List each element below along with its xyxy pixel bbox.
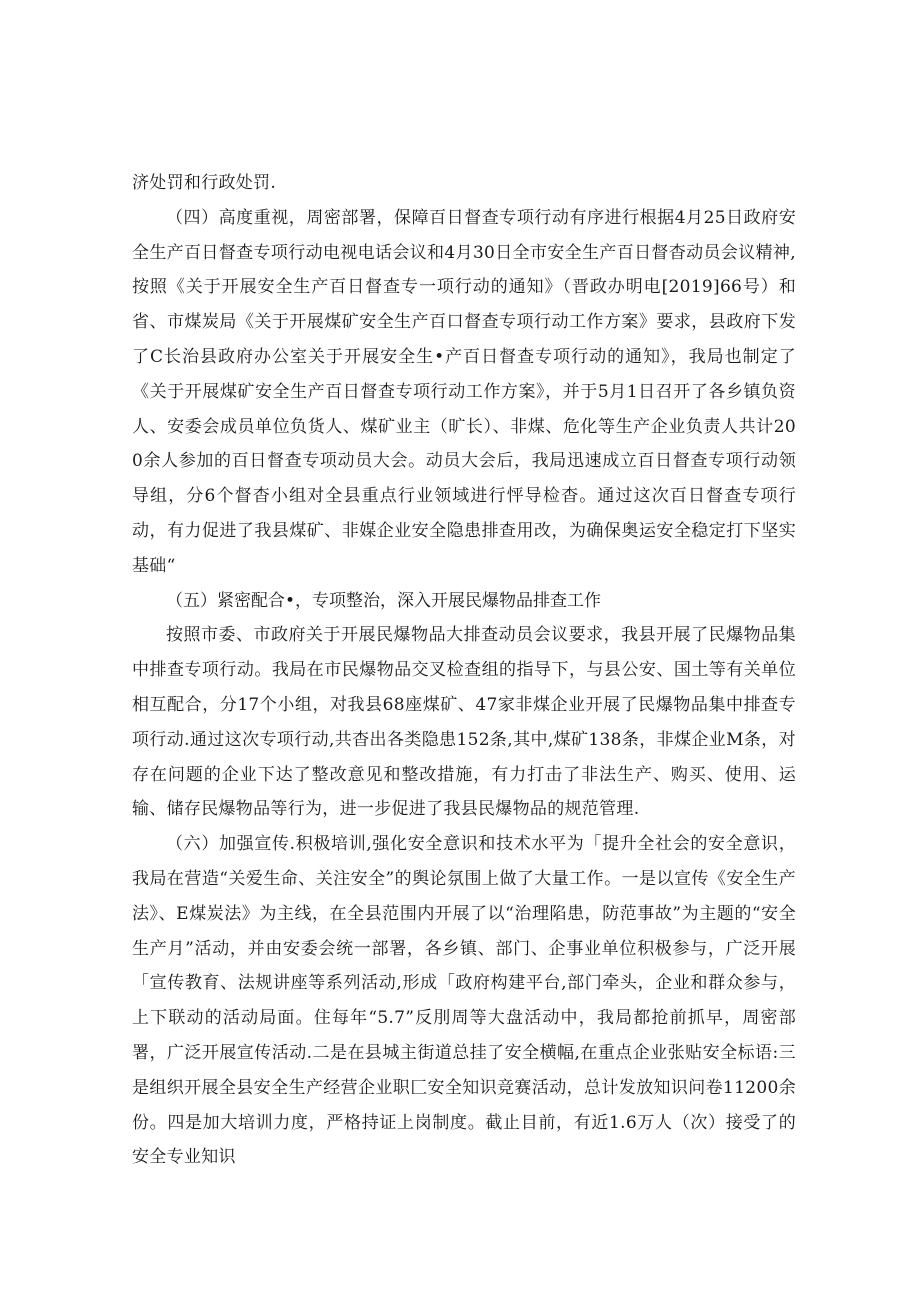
section-five-heading: （五）紧密配合•，专项整治，深入开展民爆物品排查工作 [166, 590, 602, 611]
document-body [132, 166, 796, 1175]
paragraph-section-four: （四）高度重视，周密部署，保障百日督查专项行动有序进行根据4月25日政府安全生产百日督查专项行动电视电话会议和4月30日全市安全生产百日督杳动员会议精神,按照《关于开展安全生产百日督查专一项行动的通知》（晋政办明电[2019]66号）和省、市煤炭局《关于开展煤矿安全生产百口督查专项行动工作方案》要求，县政府下发了C长治县政府办公室关于开展安全生•产百日督查专项行动的通知》，我局也制定了《关于开展煤矿安全生产百日督查专项行动工作方案》，并于5月1日召开了各乡镇负资人、安委会成员单位负货人、煤矿业主（旷长）、非煤、危化等生产企业负责人共计200余人参加的百日督查专项动员大会。动员大会后，我局迅速成立百日督查专项行动领导组，分6个督杳小组对全县重点行业领域进行怦导检杳。通过这次百日督查专项行动，有力促进了我县煤矿、非媒企业安全隐患排查用改，为确保奥运安全稳定打下坚实基础“ [132, 207, 796, 576]
paragraph-continuation: 济处罚和行政处罚. [132, 173, 277, 193]
paragraph-section-six: （六）加强宣传.积极培训,强化安全意识和技术水平为「提升全社会的安全意识，我局在营造“关爱生命、关注安全”的舆论氛围上做了大量工作。一是以宣传《安全生产法》、E煤炭法》为主线，在全县范围内开展了以“治理陷患，防范事故”为主题的“安全生产月”活动，并由安委会统一部署，各乡镇、部门、企事业单位积极参与，广泛开展「宣传教育、法规讲座等系列活动,形成「政府构建平台,部门牵头，企业和群众参与，上下联动的活动局面。住每年“5.7”反刖周等大盘活动中，我局都抢前抓早，周密部署，广泛开展宣传活动.二是在县城主街道总挂了安全横幅,在重点企业张贴安全标语:三是组织开展全县安全生产经营企业职匚安全知识竞赛活动，总计发放知识问卷11200余份。四是加大培训力度，严格持证上岗制度。截止目前，有近1.6万人（次）接受了的安全专业知识 [132, 834, 796, 1168]
paragraph-section-five-body: 按照市委、市政府关于开展民爆物品大排查动员会议要求，我县开展了民爆物品集中排查专项行动。我局在市民爆物品交叉检查组的指导下，与县公安、国土等有关单位相互配合，分17个小组，对我县68座煤矿、47家非煤企业开展了民爆物品集中排查专项行动.通过这次专项行动,共杳出各类隐患152条,其中,煤矿138条，非煤企业M条，对存在问题的企业下达了整改意见和整改措施，有力打击了非法生产、购买、使用、运输、储存民爆物品等行为，进一步促进了我县民爆物品的规范管理. [132, 625, 796, 820]
